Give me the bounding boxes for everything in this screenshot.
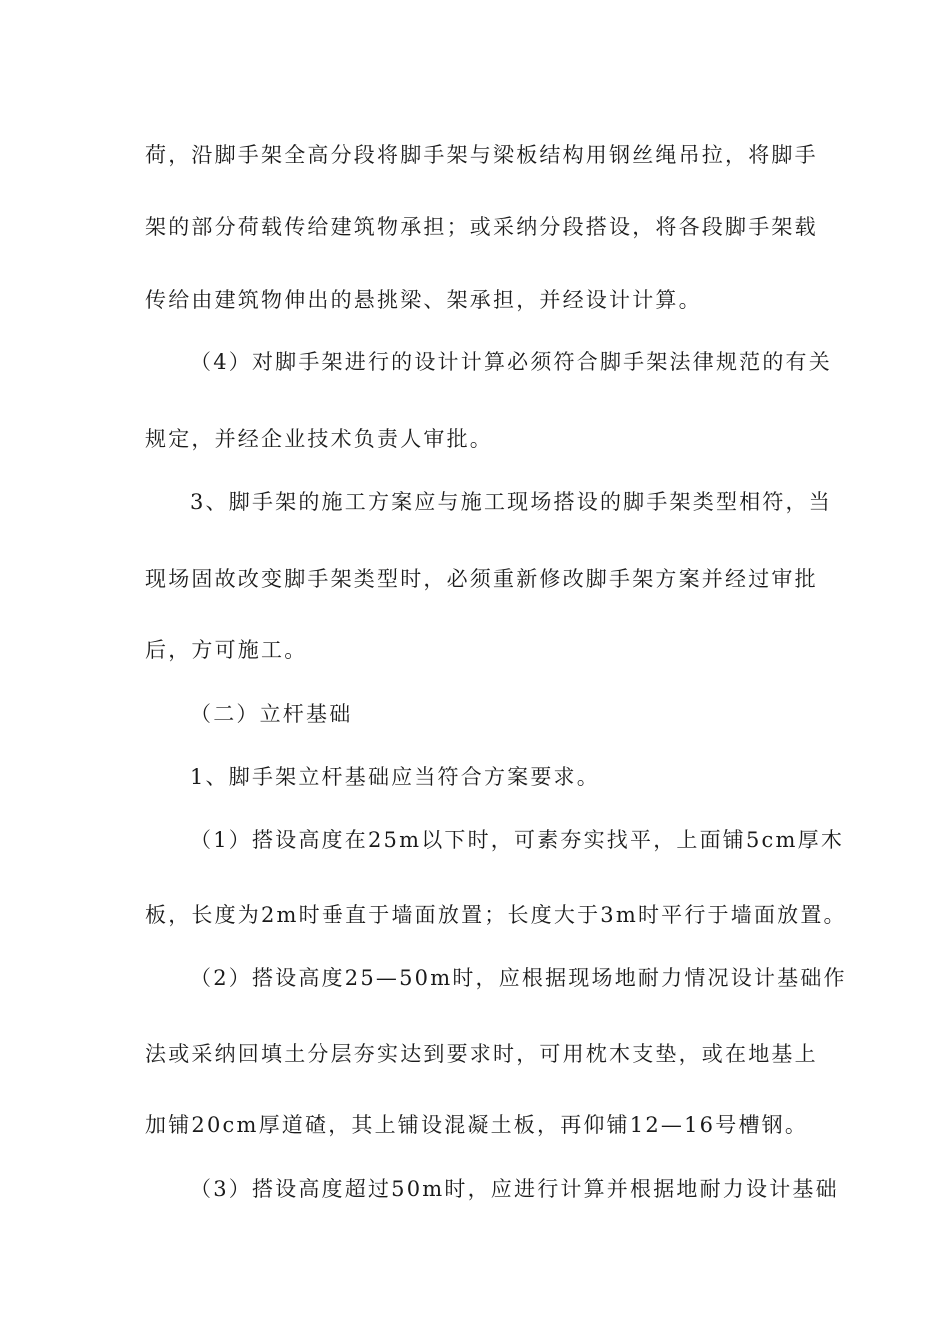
paragraph-line: 加铺20cm厚道碴，其上铺设混凝土板，再仰铺12—16号槽钢。 [145,1113,809,1137]
paragraph-line: 传给由建筑物伸出的悬挑梁、架承担，并经设计计算。 [145,288,702,312]
paragraph-line: 后，方可施工。 [145,638,308,662]
paragraph-line: 法或采纳回填土分层夯实达到要求时，可用枕木支垫，或在地基上 [145,1042,818,1066]
paragraph-line: 架的部分荷载传给建筑物承担；或采纳分段搭设，将各段脚手架载 [145,215,818,239]
paragraph-line: 荷，沿脚手架全高分段将脚手架与梁板结构用钢丝绳吊拉，将脚手 [145,143,818,167]
paragraph-line: 板，长度为2m时垂直于墙面放置；长度大于3m时平行于墙面放置。 [145,903,847,927]
paragraph-line: （3）搭设高度超过50m时，应进行计算并根据地耐力设计基础 [190,1177,839,1201]
paragraph-line: 规定，并经企业技术负责人审批。 [145,427,493,451]
paragraph-line: （1）搭设高度在25m以下时，可素夯实找平，上面铺5cm厚木 [190,828,845,852]
paragraph-line: （4）对脚手架进行的设计计算必须符合脚手架法律规范的有关 [190,350,832,374]
paragraph-line: 现场固故改变脚手架类型时，必须重新修改脚手架方案并经过审批 [145,567,818,591]
section-heading: （二）立杆基础 [190,702,353,726]
paragraph-line: 1、脚手架立杆基础应当符合方案要求。 [190,765,600,789]
paragraph-line: 3、脚手架的施工方案应与施工现场搭设的脚手架类型相符，当 [190,490,832,514]
paragraph-line: （2）搭设高度25—50m时，应根据现场地耐力情况设计基础作 [190,966,847,990]
